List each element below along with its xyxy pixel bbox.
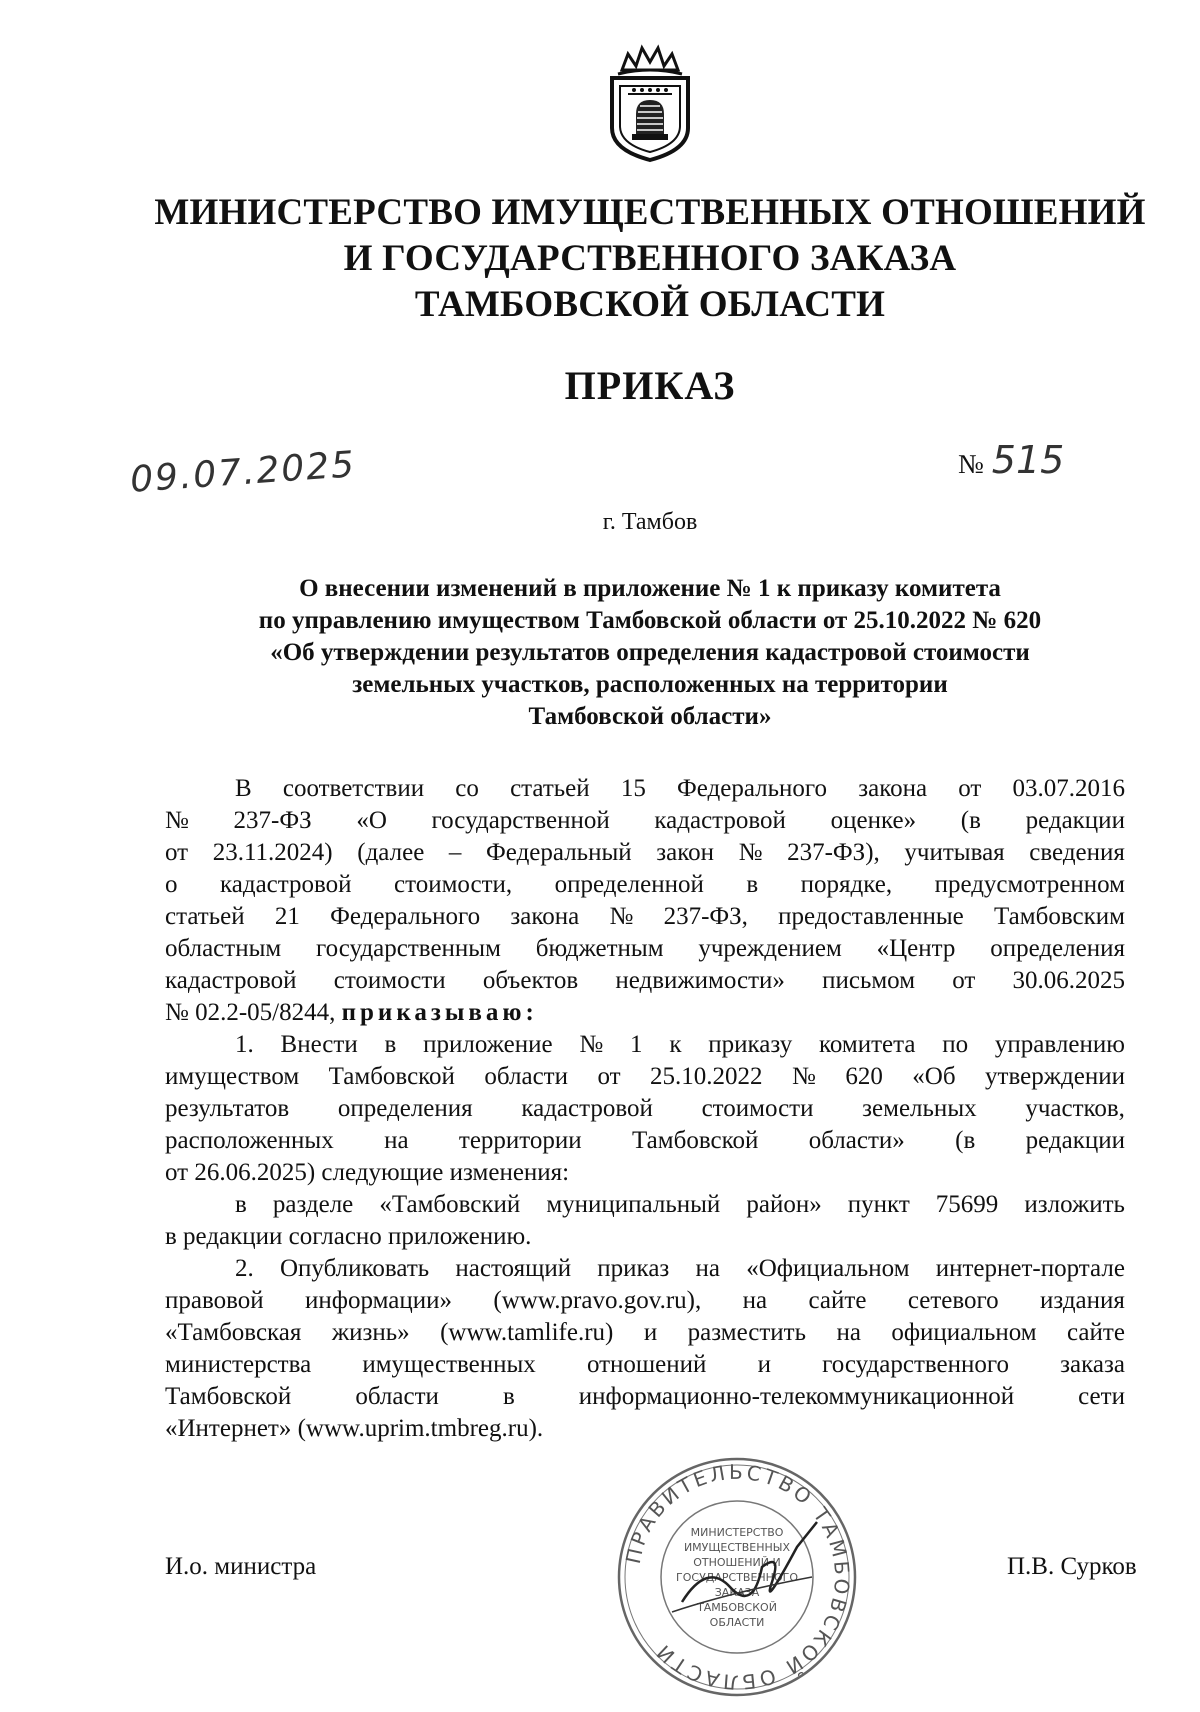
word: №: [609, 903, 634, 930]
stamp-center-line: ЗАКАЗА: [714, 1586, 760, 1599]
word: редакции: [1025, 1127, 1125, 1154]
word: недвижимости»: [615, 967, 785, 994]
word: бюджетным: [535, 935, 664, 962]
word: Опубликовать: [279, 1255, 430, 1282]
word: жизнь»: [331, 1319, 410, 1346]
word: официальном: [891, 1319, 1037, 1346]
word: редакции: [1025, 807, 1125, 834]
word: утверждении: [985, 1063, 1125, 1090]
word: сайте: [808, 1287, 867, 1314]
word: в: [502, 1383, 515, 1410]
order-word: приказываю:: [341, 999, 538, 1026]
text-line-content: «Интернет» (www.uprim.tmbreg.ru).: [165, 1415, 544, 1442]
subject-line: по управлению имуществом Тамбовской области от 25.10.2022 № 620: [258, 607, 1042, 634]
word: определенной: [554, 871, 704, 898]
word: (в: [960, 807, 981, 834]
word: результатов: [165, 1095, 290, 1122]
word: предоставленные: [778, 903, 964, 930]
word: пункт: [847, 1191, 910, 1218]
word: разделе: [272, 1191, 354, 1218]
word: и: [757, 1351, 771, 1378]
word: 23.11.2024): [212, 839, 333, 866]
text-line: [165, 933, 1125, 965]
word: Федерального: [677, 775, 828, 802]
official-stamp-icon: [612, 1452, 862, 1702]
word: от: [952, 967, 976, 994]
word: 1: [630, 1031, 643, 1058]
word: на: [384, 1127, 409, 1154]
text-line: [165, 997, 1125, 1029]
word: 1.: [235, 1031, 254, 1058]
ministry-line-2: И ГОСУДАРСТВЕННОГО ЗАКАЗА: [343, 238, 957, 279]
stamp-center-line: ГОСУДАРСТВЕННОГО: [676, 1571, 798, 1584]
word: от: [597, 1063, 621, 1090]
ministry-line-3: ТАМБОВСКОЙ ОБЛАСТИ: [414, 284, 886, 325]
subject-line: «Об утверждении результатов определения кадастровой стоимости: [270, 639, 1030, 666]
word: управлению: [994, 1031, 1125, 1058]
stamp-center-line: МИНИСТЕРСТВО: [690, 1526, 784, 1539]
word: в: [235, 1191, 247, 1218]
word: земельных: [862, 1095, 977, 1122]
subject-line: Тамбовской области»: [528, 703, 772, 730]
text-line: [165, 1093, 1125, 1125]
word: «Тамбовская: [165, 1319, 302, 1346]
word: предусмотренном: [934, 871, 1125, 898]
order-number: [958, 438, 1064, 482]
word: учитывая: [904, 839, 1005, 866]
word: письмом: [822, 967, 916, 994]
text-line: [165, 1189, 1125, 1221]
word: на: [695, 1255, 720, 1282]
word: 03.07.2016: [1012, 775, 1125, 802]
word: и: [643, 1319, 658, 1346]
word: оценке»: [830, 807, 917, 834]
text-line: [165, 1157, 1125, 1189]
handwritten-date: 09.07.2025: [128, 444, 358, 501]
coat-of-arms-icon: [600, 36, 700, 164]
word: муниципальный: [546, 1191, 721, 1218]
word: от: [165, 839, 189, 866]
word: статьей: [165, 903, 245, 930]
word: сайте: [1067, 1319, 1125, 1346]
word: (далее: [357, 839, 425, 866]
word: по: [942, 1031, 969, 1058]
word: (www.pravo.gov.ru),: [493, 1287, 702, 1314]
text-line: [165, 837, 1125, 869]
word: «О: [356, 807, 387, 834]
word: –: [448, 839, 462, 866]
word: порядке,: [800, 871, 893, 898]
word: кадастровой: [165, 967, 297, 994]
word: разместить: [687, 1319, 807, 1346]
word: «Об: [912, 1063, 956, 1090]
word: «Центр: [876, 935, 956, 962]
word: Внести: [280, 1031, 358, 1058]
word: стоимости: [333, 967, 446, 994]
text-line: [165, 1061, 1125, 1093]
word: 15: [620, 775, 646, 802]
stamp-center-line: ОБЛАСТИ: [709, 1616, 765, 1629]
word: издания: [1040, 1287, 1125, 1314]
word: соответствии: [282, 775, 425, 802]
word: государственным: [316, 935, 501, 962]
word: приказ: [597, 1255, 670, 1282]
text-line: [165, 1413, 1125, 1445]
signatory-name: П.В. Сурков: [1007, 1553, 1137, 1580]
word: территории: [458, 1127, 582, 1154]
text-line: [165, 901, 1125, 933]
word: на: [836, 1319, 861, 1346]
word: сети: [1078, 1383, 1125, 1410]
word: №: [738, 839, 763, 866]
word: настоящий: [455, 1255, 572, 1282]
subject-line: О внесении изменений в приложение № 1 к приказу комитета: [299, 575, 1001, 602]
word: сетевого: [907, 1287, 999, 1314]
word: имущественных: [362, 1351, 536, 1378]
word: Тамбовским: [994, 903, 1125, 930]
word: «Официальном: [746, 1255, 910, 1282]
word: 620: [845, 1063, 883, 1090]
word: №: [579, 1031, 604, 1058]
stamp-center-line: ИМУЩЕСТВЕННЫХ: [683, 1541, 791, 1554]
word: статьей: [510, 775, 590, 802]
word: №: [165, 807, 189, 834]
word: расположенных: [165, 1127, 334, 1154]
word: стоимости,: [394, 871, 513, 898]
number-sign: №: [958, 449, 984, 479]
word: 21: [274, 903, 300, 930]
word: на: [742, 1287, 768, 1314]
word: объектов: [482, 967, 579, 994]
letter-ref: № 02.2-05/8244,: [165, 999, 336, 1026]
word: Федерального: [330, 903, 481, 930]
text-line: [165, 1381, 1125, 1413]
stamp-center-line: ОТНОШЕНИЙ И: [693, 1556, 781, 1569]
word: «Тамбовский: [379, 1191, 521, 1218]
word: (www.tamlife.ru): [440, 1319, 614, 1346]
word: имуществом: [165, 1063, 300, 1090]
word: В: [235, 775, 252, 802]
word: (в: [955, 1127, 976, 1154]
word: район»: [746, 1191, 822, 1218]
word: 237-ФЗ,: [663, 903, 748, 930]
word: кадастровой: [654, 807, 786, 834]
word: 237-ФЗ: [233, 807, 312, 834]
text-line: [165, 1253, 1125, 1285]
word: Тамбовской: [328, 1063, 455, 1090]
text-line: [165, 869, 1125, 901]
word: 25.10.2022: [650, 1063, 763, 1090]
word: Тамбовской: [632, 1127, 759, 1154]
text-line: [165, 1221, 1125, 1253]
word: области»: [808, 1127, 905, 1154]
word: изложить: [1024, 1191, 1125, 1218]
handwritten-number: 515: [991, 438, 1065, 482]
word: министерства: [165, 1351, 312, 1378]
word: Тамбовской: [165, 1383, 292, 1410]
ministry-line-1: МИНИСТЕРСТВО ИМУЩЕСТВЕННЫХ ОТНОШЕНИЙ: [154, 192, 1146, 233]
word: областным: [165, 935, 282, 962]
word: правовой: [165, 1287, 264, 1314]
signatory-position: И.о. министра: [165, 1553, 317, 1580]
word: от: [958, 775, 982, 802]
word: приложение: [423, 1031, 553, 1058]
word: участков,: [1025, 1095, 1125, 1122]
text-line: [165, 1317, 1125, 1349]
ministry-name: [120, 190, 1180, 328]
order-title: ПРИКАЗ: [564, 363, 736, 408]
word: 30.06.2025: [1012, 967, 1125, 994]
word: комитета: [819, 1031, 916, 1058]
word: области: [355, 1383, 439, 1410]
word: закона: [858, 775, 928, 802]
word: учреждением: [698, 935, 842, 962]
word: в: [746, 871, 759, 898]
word: области: [484, 1063, 568, 1090]
word: государственной: [431, 807, 610, 834]
word: определения: [337, 1095, 473, 1122]
word: кадастровой: [219, 871, 352, 898]
word: отношений: [586, 1351, 707, 1378]
word: интернет-портале: [935, 1255, 1125, 1282]
word: №: [792, 1063, 816, 1090]
word: сведения: [1029, 839, 1125, 866]
word: о: [165, 871, 178, 898]
text-line-content: от 26.06.2025) следующие изменения:: [165, 1159, 570, 1186]
text-line: [165, 1285, 1125, 1317]
word: в: [384, 1031, 397, 1058]
word: Федеральный: [486, 839, 632, 866]
word: определения: [990, 935, 1125, 962]
order-body: [165, 773, 1125, 1445]
word: приказу: [708, 1031, 793, 1058]
order-subject: [150, 573, 1150, 733]
word: кадастровой: [521, 1095, 653, 1122]
text-line: [165, 965, 1125, 997]
text-line: [165, 1029, 1125, 1061]
text-line-content: в редакции согласно приложению.: [165, 1223, 532, 1250]
subject-line: земельных участков, расположенных на территории: [352, 671, 948, 698]
text-line: [165, 1349, 1125, 1381]
word: 2.: [235, 1255, 254, 1282]
city: г. Тамбов: [602, 509, 698, 535]
word: 75699: [935, 1191, 999, 1218]
word: информации»: [305, 1287, 452, 1314]
word: закона: [510, 903, 580, 930]
word: со: [455, 775, 479, 802]
word: к: [669, 1031, 682, 1058]
word: стоимости: [701, 1095, 814, 1122]
stamp-center-line: ТАМБОВСКОЙ: [697, 1601, 777, 1614]
text-line: [165, 773, 1125, 805]
text-line: [165, 805, 1125, 837]
word: заказа: [1060, 1351, 1125, 1378]
word: 237-ФЗ),: [787, 839, 880, 866]
text-line: [165, 1125, 1125, 1157]
word: государственного: [822, 1351, 1010, 1378]
stamp-ring-text: ПРАВИТЕЛЬСТВО ТАМБОВСКОЙ ОБЛАСТИ: [620, 1459, 855, 1695]
word: информационно-телекоммуникационной: [578, 1383, 1015, 1410]
word: закон: [656, 839, 714, 866]
